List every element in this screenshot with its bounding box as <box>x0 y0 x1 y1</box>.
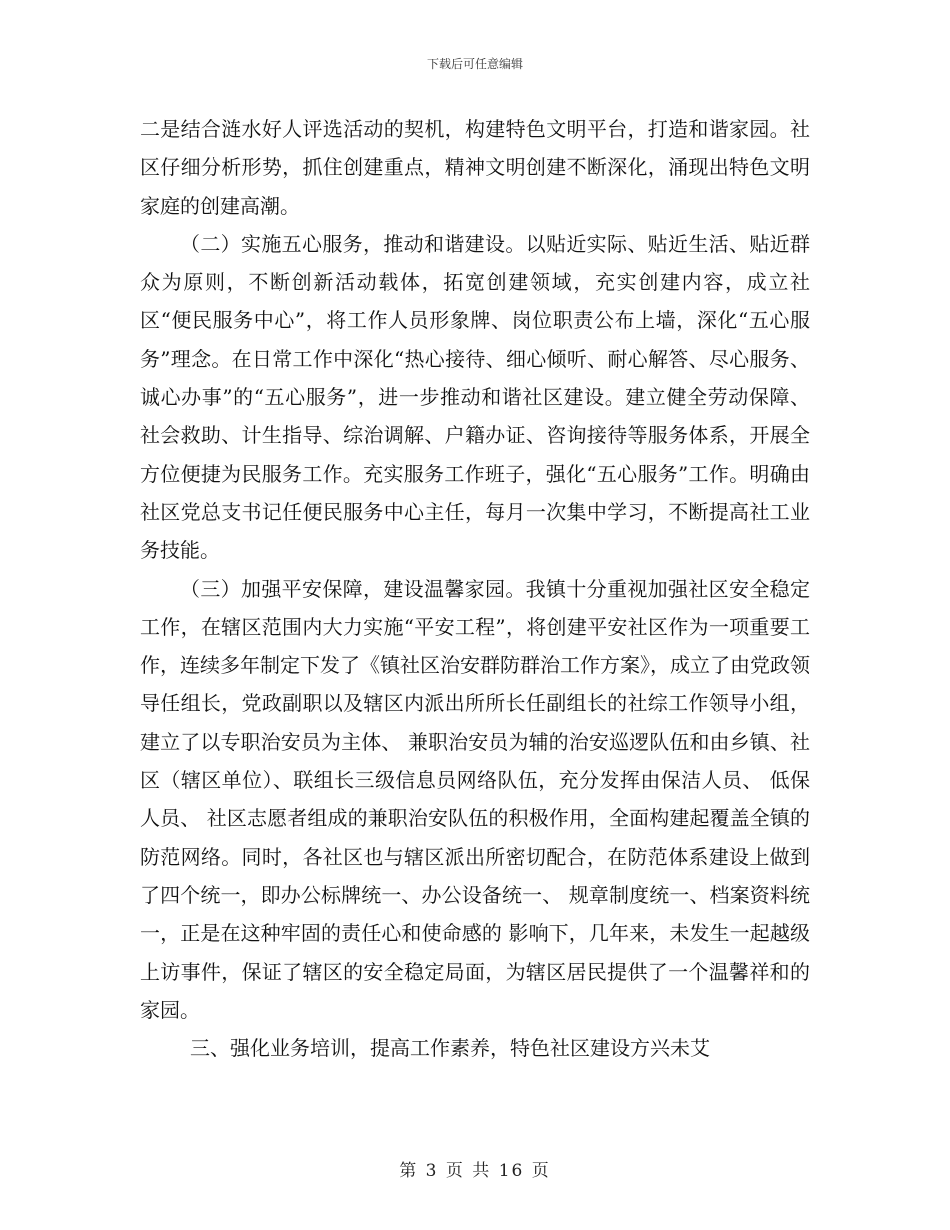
document-body <box>140 110 810 1067</box>
paragraph-3: （三）加强平安保障，建设温馨家园。我镇十分重视加强社区安全稳定工作，在辖区范围内大力实施“平安工程”，将创建平安社区作为一项重要工作，连续多年制定下发了《镇社区治安群防群治工作方案》，成立了由党政领导任组长，党政副职以及辖区内派出所所长任副组长的社综工作领导小组，建立了以专职治安员为主体、 兼职治安员为辅的治安巡逻队伍和由乡镇、社区（辖区单位）、联组长三级信息员网络队伍，充分发挥由保洁人员、 低保人员、 社区志愿者组成的兼职治安队伍的积极作用，全面构建起覆盖全镇的防范网络。同时，各社区也与辖区派出所密切配合，在防范体系建设上做到了四个统一，即办公标牌统一、办公设备统一、 规章制度统一、档案资料统一，正是在这种牢固的责任心和使命感的 影响下，几年来，未发生一起越级上访事件，保证了辖区的安全稳定局面，为辖区居民提供了一个温馨祥和的家园。 <box>140 576 810 1022</box>
page-footer: 第 3 页 共 16 页 <box>399 1161 551 1181</box>
paragraph-2: （二）实施五心服务，推动和谐建设。以贴近实际、贴近生活、贴近群众为原则，不断创新活动载体，拓宽创建领域，充实创建内容，成立社区“便民服务中心”，将工作人员形象牌、岗位职责公布上墙，深化“五心服务”理念。在日常工作中深化“热心接待、细心倾听、耐心解答、尽心服务、诚心办事”的“五心服务”，进一步推动和谐社区建设。建立健全劳动保障、社会救助、计生指导、综治调解、户籍办证、咨询接待等服务体系，开展全方位便捷为民服务工作。充实服务工作班子，强化“五心服务”工作。明确由社区党总支书记任便民服务中心主任，每月一次集中学习，不断提高社工业务技能。 <box>140 231 810 563</box>
paragraph-1: 二是结合涟水好人评选活动的契机，构建特色文明平台，打造和谐家园。社区仔细分析形势，抓住创建重点，精神文明创建不断深化，涌现出特色文明家庭的创建高潮。 <box>140 117 810 218</box>
page-header: 下载后可任意编辑 <box>426 57 523 71</box>
section-heading: 三、强化业务培训，提高工作素养，特色社区建设方兴未艾 <box>190 1036 710 1061</box>
